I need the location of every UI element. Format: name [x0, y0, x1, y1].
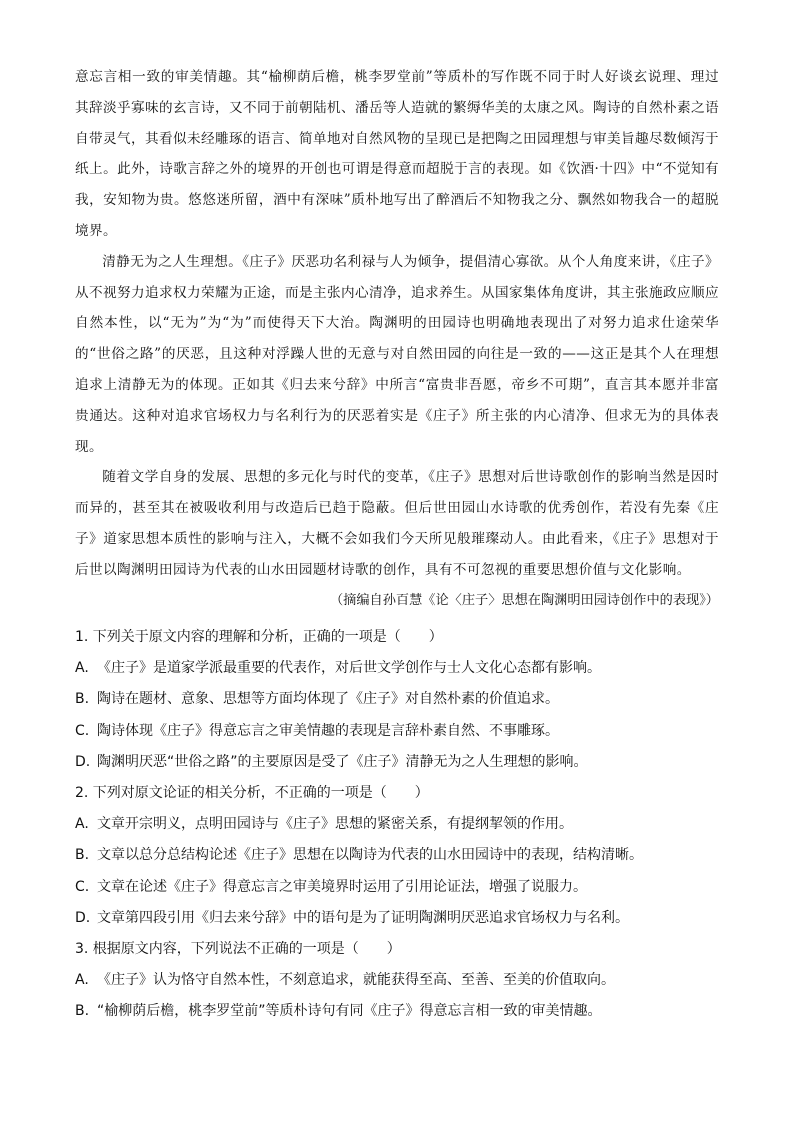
option-key: D.: [75, 753, 91, 770]
option-text: 陶渊明厌恶“世俗之路”的主要原因是受了《庄子》清静无为之人生理想的影响。: [97, 753, 588, 770]
passage-paragraph-3: 随着文学自身的发展、思想的多元化与时代的变革，《庄子》思想对后世诗歌创作的影响当然是因时而异的，甚至其在被吸收利用与改造后已趋于隐蔽。但后世田园山水诗歌的优秀创作，若没有先秦《庄子》道家思想本质性的影响与注入，大概不会如我们今天所见般璀璨动人。由此看来，《庄子》思想对于后世以陶渊明田园诗为代表的山水田园题材诗歌的创作，具有不可忽视的重要思想价值与文化影响。: [75, 469, 719, 578]
question-1-option-b: [75, 684, 735, 715]
question-3-option-b: [75, 996, 735, 1027]
question-2-option-c: [75, 872, 735, 903]
passage-paragraph-2: 清静无为之人生理想。《庄子》厌恶功名利禄与人为倾争，提倡清心寡欲。从个人角度来讲，《庄子》从不视努力追求权力荣耀为正途，而是主张内心清净，追求养生。从国家集体角度讲，其主张施政应顺应自然本性，以“无为”为“为”而使得天下大治。陶渊明的田园诗也明确地表现出了对努力追求仕途荣华的“世俗之路”的厌恶，且这种对浮躁人世的无意与对自然田园的向往是一致的——这正是其个人在理想追求上清静无为的体现。正如其《归去来兮辞》中所言“富贵非吾愿，帝乡不可期”，直言其本愿并非富贵通达。这种对追求官场权力与名利行为的厌恶着实是《庄子》所主张的内心清净、但求无为的具体表现。: [75, 253, 719, 455]
option-text: 文章第四段引用《归去来兮辞》中的语句是为了证明陶渊明厌恶追求官场权力与名利。: [97, 909, 629, 926]
question-2-option-d: [75, 903, 735, 934]
option-text: “榆柳荫后檐，桃李罗堂前”等质朴诗句有同《庄子》得意忘言相一致的审美情趣。: [97, 1003, 602, 1020]
source-citation: （摘编自孙百慧《论〈庄子〉思想在陶渊明田园诗创作中的表现》）: [329, 592, 719, 608]
question-1-option-c: [75, 716, 735, 747]
option-text: 《庄子》是道家学派最重要的代表作，对后世文学创作与士人文化心态都有影响。: [97, 660, 601, 677]
question-list: [75, 622, 735, 1028]
option-key: B.: [75, 847, 90, 864]
reading-passage: [75, 62, 719, 616]
question-2-stem: 2. 下列对原文论证的相关分析，不正确的一项是（ ）: [75, 785, 429, 802]
option-key: B.: [75, 1003, 90, 1020]
option-key: C.: [75, 722, 90, 739]
option-text: 文章以总分总结构论述《庄子》思想在以陶诗为代表的山水田园诗中的表现，结构清晰。: [97, 847, 643, 864]
option-text: 文章开宗明义，点明田园诗与《庄子》思想的紧密关系，有提纲挈领的作用。: [97, 816, 573, 833]
option-text: 《庄子》认为恪守自然本性，不刻意追求，就能获得至高、至善、至美的价值取向。: [97, 972, 615, 989]
question-1-option-a: [75, 653, 735, 684]
question-3-option-a: [75, 965, 735, 996]
option-key: A.: [75, 816, 89, 833]
option-text: 陶诗在题材、意象、思想等方面均体现了《庄子》对自然朴素的价值追求。: [97, 691, 559, 708]
option-key: D.: [75, 909, 91, 926]
question-3-stem: 3. 根据原文内容，下列说法不正确的一项是（ ）: [75, 941, 401, 958]
option-text: 陶诗体现《庄子》得意忘言之审美情趣的表现是言辞朴素自然、不事雕琢。: [97, 722, 559, 739]
question-1-option-d: [75, 747, 735, 778]
option-key: A.: [75, 660, 89, 677]
question-2-option-b: [75, 840, 735, 871]
passage-paragraph-1: 意忘言相一致的审美情趣。其“榆柳荫后檐，桃李罗堂前”等质朴的写作既不同于时人好谈玄说理、理过其辞淡乎寡味的玄言诗，又不同于前朝陆机、潘岳等人造就的繁缛华美的太康之风。陶诗的自然朴素之语自带灵气，其看似未经雕琢的语言、简单地对自然风物的呈现已是把陶之田园理想与审美旨趣尽数倾泻于纸上。此外，诗歌言辞之外的境界的开创也可谓是得意而超脱于言的表现。如《饮酒·十四》中“不觉知有我，安知物为贵。悠悠迷所留，酒中有深味”质朴地写出了醉酒后不知物我之分、飘然如物我合一的超脱境界。: [75, 69, 719, 239]
option-key: A.: [75, 972, 89, 989]
option-text: 文章在论述《庄子》得意忘言之审美境界时运用了引用论证法，增强了说服力。: [97, 878, 587, 895]
question-1-stem: 1. 下列关于原文内容的理解和分析，正确的一项是（ ）: [75, 629, 443, 645]
option-key: C.: [75, 878, 90, 895]
option-key: B.: [75, 691, 90, 708]
question-2-option-a: [75, 809, 735, 840]
